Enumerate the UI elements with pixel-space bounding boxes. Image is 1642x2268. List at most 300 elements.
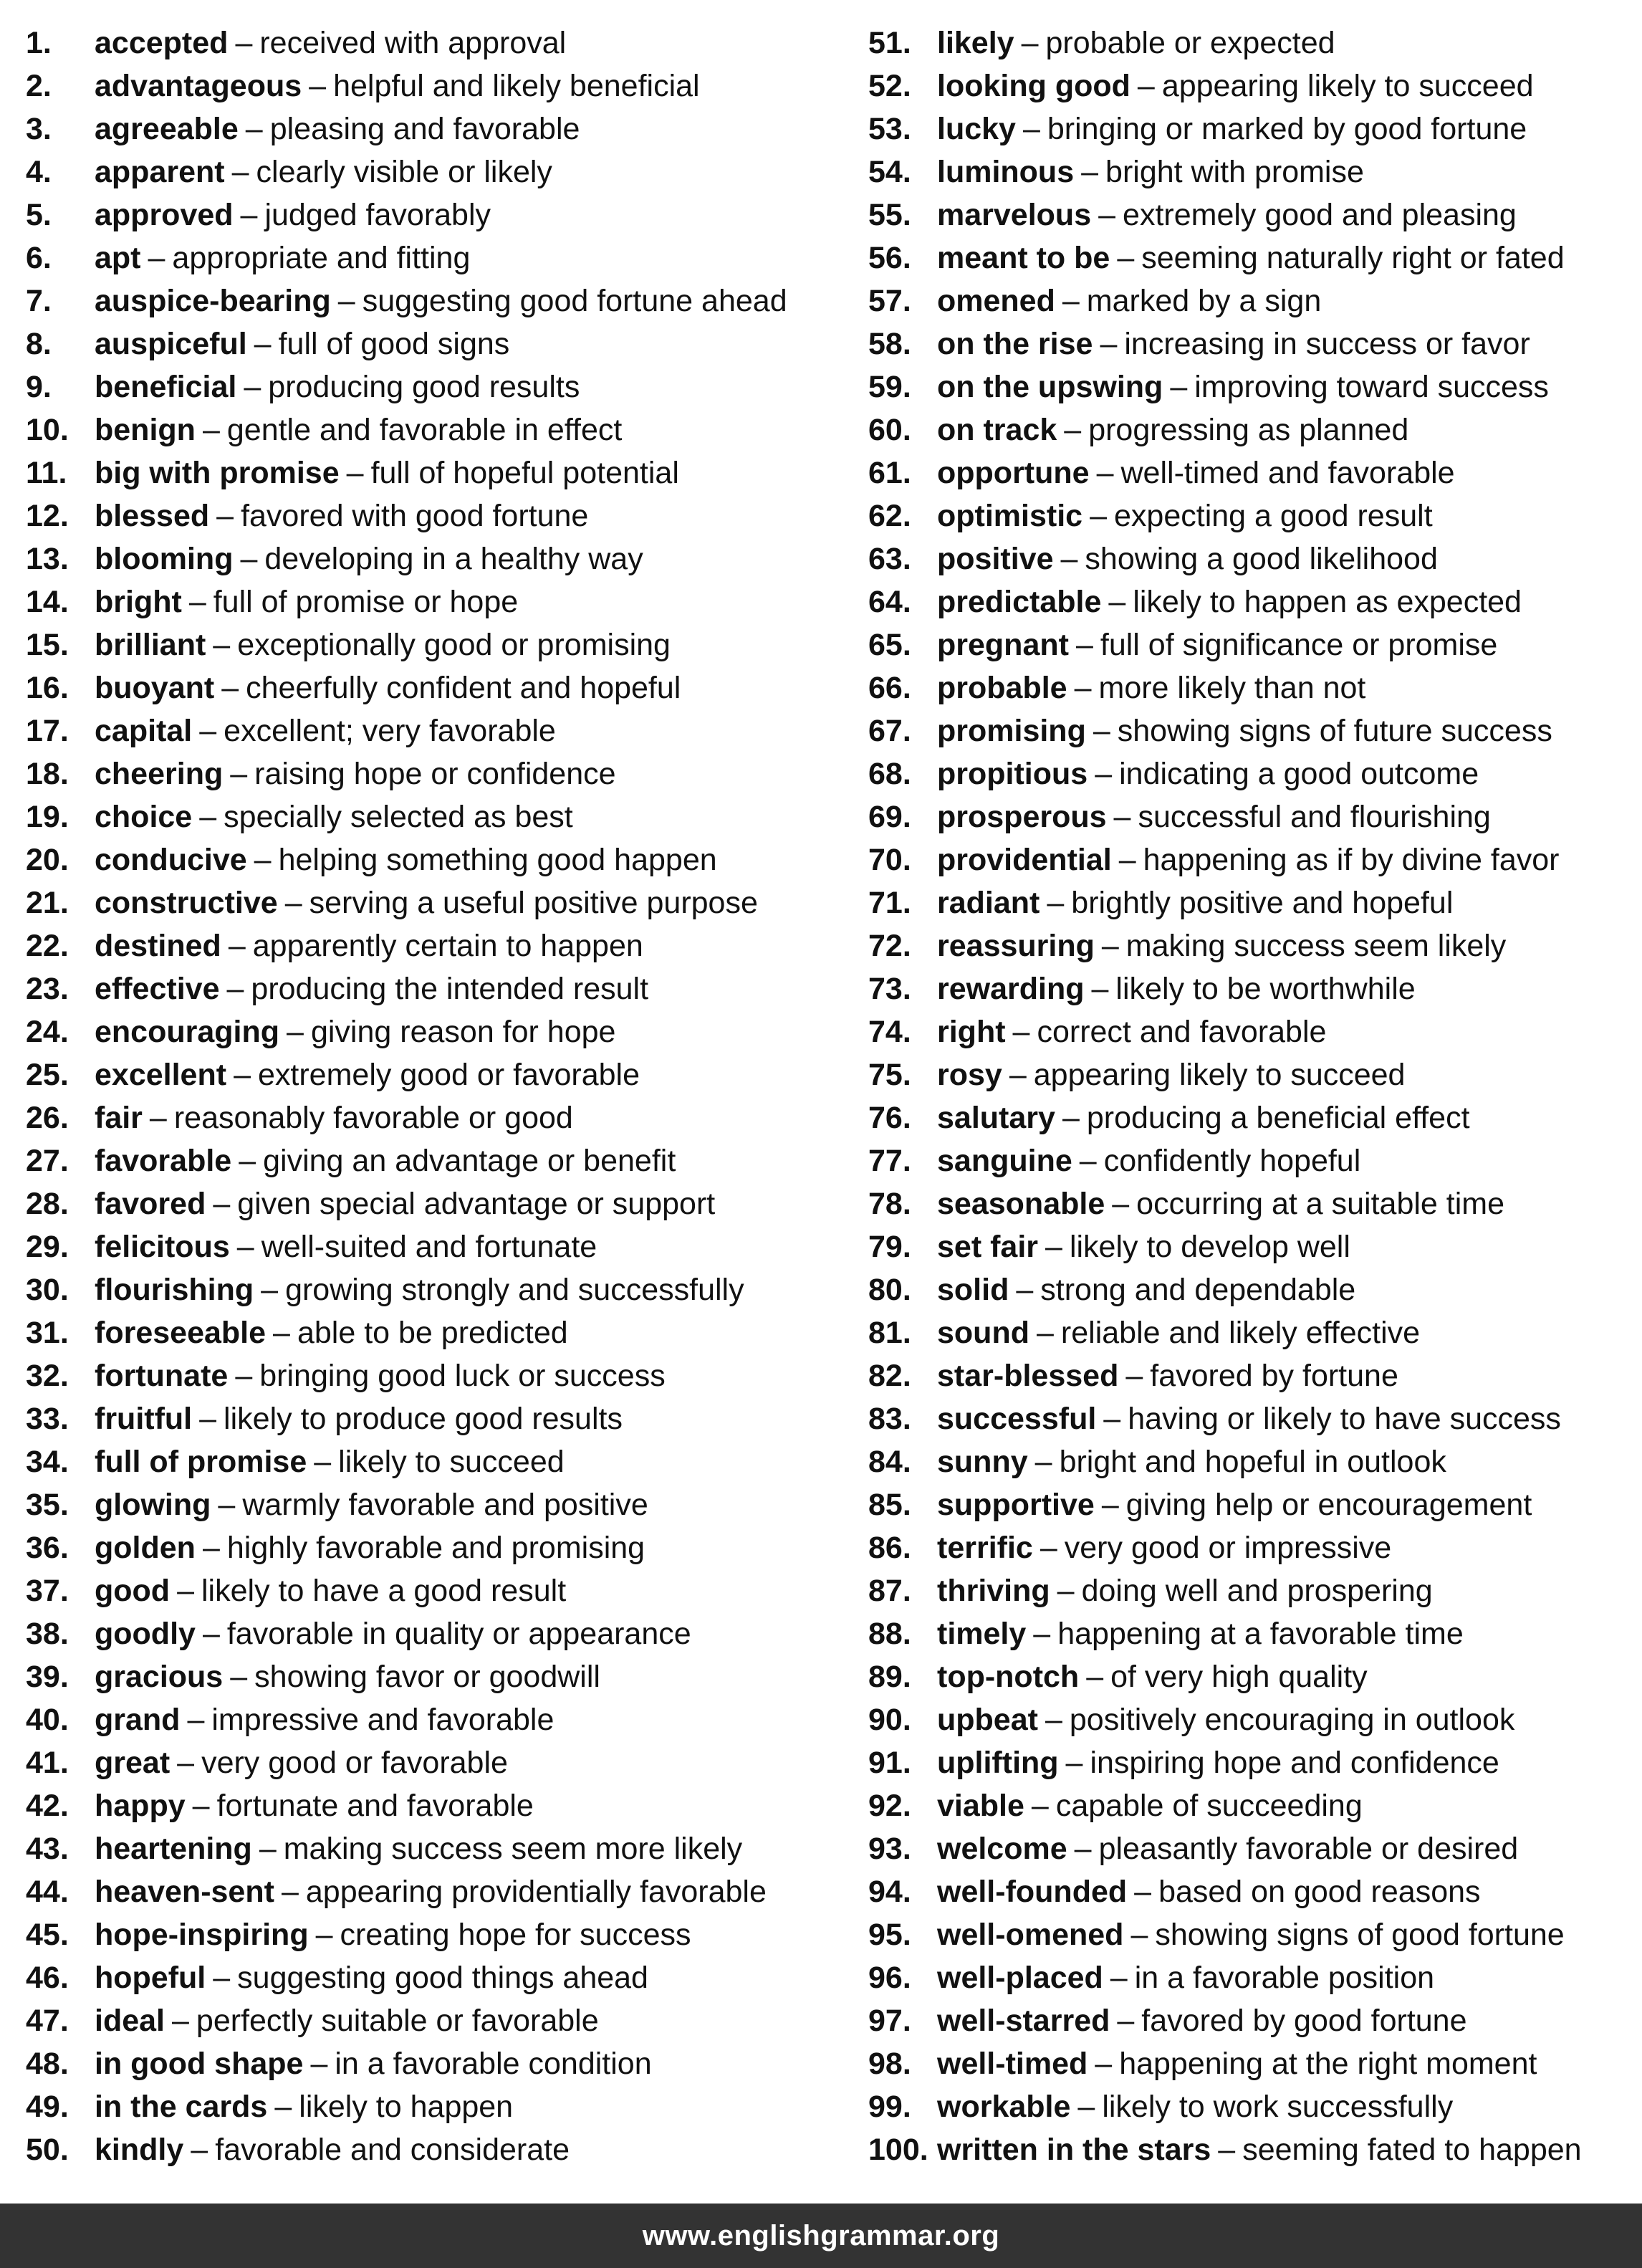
list-item [26, 236, 842, 279]
item-separator: – [1100, 327, 1118, 361]
item-number: 31. [26, 1316, 69, 1350]
item-number: 51. [868, 26, 911, 60]
item-separator: – [244, 370, 261, 404]
item-word: approved [95, 198, 234, 232]
item-separator: – [314, 1445, 332, 1479]
list-item [26, 279, 842, 322]
item-separator: – [1022, 112, 1040, 146]
word-list-column-left [26, 21, 842, 2171]
item-definition: marked by a sign [1086, 284, 1322, 318]
item-definition: full of significance or promise [1100, 628, 1498, 662]
item-definition: correct and favorable [1037, 1015, 1327, 1049]
list-item [26, 1268, 842, 1311]
item-number: 57. [868, 284, 911, 318]
list-item [868, 193, 1642, 236]
item-definition: giving an advantage or benefit [263, 1144, 676, 1178]
item-separator: – [177, 1746, 195, 1780]
item-definition: favored by fortune [1150, 1359, 1398, 1393]
item-separator: – [1036, 1316, 1054, 1350]
item-definition: very good or impressive [1064, 1531, 1392, 1565]
list-item [26, 795, 842, 838]
item-definition: serving a useful positive purpose [309, 886, 758, 920]
item-definition: giving reason for hope [310, 1015, 616, 1049]
list-item [868, 1999, 1642, 2042]
list-item [868, 1569, 1642, 1612]
item-word: on the upswing [937, 370, 1163, 404]
list-item [26, 1354, 842, 1397]
item-word: rewarding [937, 972, 1085, 1006]
item-word: seasonable [937, 1187, 1105, 1221]
list-item [26, 1139, 842, 1182]
item-number: 55. [868, 198, 911, 232]
item-definition: producing a beneficial effect [1086, 1101, 1470, 1135]
list-item [26, 408, 842, 451]
item-word: foreseeable [95, 1316, 267, 1350]
list-item [26, 1182, 842, 1225]
list-item [868, 1956, 1642, 1999]
item-word: fruitful [95, 1402, 193, 1436]
item-word: heartening [95, 1832, 252, 1866]
item-word: successful [937, 1402, 1097, 1436]
item-number: 41. [26, 1746, 69, 1780]
item-number: 3. [26, 112, 52, 146]
item-number: 98. [868, 2047, 911, 2081]
item-number: 2. [26, 69, 52, 103]
item-number: 60. [868, 413, 911, 447]
item-definition: having or likely to have success [1128, 1402, 1561, 1436]
item-separator: – [1096, 456, 1114, 490]
list-item [26, 322, 842, 365]
item-number: 77. [868, 1144, 911, 1178]
item-number: 18. [26, 757, 69, 791]
item-definition: showing a good likelihood [1085, 542, 1438, 576]
item-separator: – [1045, 1230, 1062, 1264]
item-separator: – [1125, 1359, 1143, 1393]
item-word: providential [937, 843, 1112, 877]
item-word: sunny [937, 1445, 1028, 1479]
item-number: 82. [868, 1359, 911, 1393]
item-definition: happening at a favorable time [1057, 1617, 1464, 1651]
item-separator: – [309, 69, 327, 103]
item-number: 72. [868, 929, 911, 963]
item-word: likely [937, 26, 1014, 60]
item-definition: developing in a healthy way [264, 542, 643, 576]
item-separator: – [240, 198, 258, 232]
list-item [26, 924, 842, 967]
list-item [26, 107, 842, 150]
item-number: 89. [868, 1660, 911, 1694]
item-definition: showing signs of future success [1117, 714, 1552, 748]
item-word: destined [95, 929, 221, 963]
item-separator: – [226, 972, 244, 1006]
item-word: welcome [937, 1832, 1067, 1866]
item-separator: – [254, 327, 272, 361]
item-separator: – [235, 1359, 253, 1393]
item-number: 34. [26, 1445, 69, 1479]
item-separator: – [235, 26, 253, 60]
list-item [868, 924, 1642, 967]
list-item [26, 451, 842, 494]
item-separator: – [216, 499, 234, 533]
list-item [868, 1225, 1642, 1268]
item-word: flourishing [95, 1273, 254, 1307]
item-word: reassuring [937, 929, 1095, 963]
list-item [26, 21, 842, 64]
item-word: hopeful [95, 1961, 206, 1995]
list-item [26, 1010, 842, 1053]
item-definition: in a favorable position [1134, 1961, 1435, 1995]
item-word: on the rise [937, 327, 1093, 361]
item-word: great [95, 1746, 171, 1780]
item-separator: – [310, 2047, 328, 2081]
item-word: advantageous [95, 69, 302, 103]
item-word: golden [95, 1531, 196, 1565]
item-number: 99. [868, 2090, 911, 2124]
list-item [868, 2128, 1642, 2171]
list-item [868, 1612, 1642, 1655]
item-number: 45. [26, 1918, 69, 1952]
list-item [868, 1139, 1642, 1182]
item-definition: creating hope for success [340, 1918, 691, 1952]
item-separator: – [202, 1531, 220, 1565]
item-word: effective [95, 972, 220, 1006]
item-separator: – [199, 1402, 217, 1436]
item-separator: – [1060, 542, 1078, 576]
item-word: optimistic [937, 499, 1083, 533]
item-number: 76. [868, 1101, 911, 1135]
item-separator: – [1047, 886, 1065, 920]
item-word: sound [937, 1316, 1029, 1350]
item-separator: – [1098, 198, 1116, 232]
list-item [868, 1870, 1642, 1913]
item-number: 24. [26, 1015, 69, 1049]
item-definition: probable or expected [1045, 26, 1335, 60]
list-item [868, 322, 1642, 365]
item-definition: happening as if by divine favor [1143, 843, 1560, 877]
item-definition: based on good reasons [1158, 1875, 1481, 1909]
item-number: 22. [26, 929, 69, 963]
item-number: 27. [26, 1144, 69, 1178]
item-separator: – [1118, 843, 1136, 877]
list-item [26, 1698, 842, 1741]
item-definition: well-suited and fortunate [261, 1230, 597, 1264]
item-number: 66. [868, 671, 911, 705]
item-separator: – [202, 413, 220, 447]
item-word: written in the stars [937, 2133, 1211, 2167]
item-definition: successful and flourishing [1138, 800, 1491, 834]
list-item [26, 1655, 842, 1698]
item-definition: increasing in success or favor [1124, 327, 1530, 361]
item-word: choice [95, 800, 193, 834]
item-number: 11. [26, 456, 67, 490]
list-item [26, 1999, 842, 2042]
item-word: in the cards [95, 2090, 268, 2124]
list-item [868, 1526, 1642, 1569]
item-number: 21. [26, 886, 69, 920]
item-definition: likely to develop well [1069, 1230, 1350, 1264]
item-number: 19. [26, 800, 69, 834]
item-definition: pleasing and favorable [269, 112, 580, 146]
item-definition: very good or favorable [201, 1746, 508, 1780]
item-definition: full of promise or hope [213, 585, 519, 619]
item-number: 81. [868, 1316, 911, 1350]
item-word: blessed [95, 499, 210, 533]
list-item [868, 752, 1642, 795]
item-number: 62. [868, 499, 911, 533]
list-item [868, 64, 1642, 107]
list-item [868, 1698, 1642, 1741]
item-number: 5. [26, 198, 52, 232]
item-number: 75. [868, 1058, 911, 1092]
item-number: 8. [26, 327, 52, 361]
list-item [26, 1225, 842, 1268]
item-separator: – [1113, 800, 1131, 834]
item-separator: – [188, 585, 206, 619]
item-number: 42. [26, 1789, 69, 1823]
list-item [868, 1741, 1642, 1784]
item-number: 87. [868, 1574, 911, 1608]
list-item [868, 150, 1642, 193]
item-word: excellent [95, 1058, 227, 1092]
item-separator: – [172, 2004, 189, 2038]
item-number: 37. [26, 1574, 69, 1608]
item-number: 13. [26, 542, 69, 576]
item-word: viable [937, 1789, 1024, 1823]
item-word: fortunate [95, 1359, 229, 1393]
item-separator: – [261, 1273, 279, 1307]
item-number: 68. [868, 757, 911, 791]
list-item [26, 1913, 842, 1956]
item-word: favored [95, 1187, 206, 1221]
item-number: 16. [26, 671, 69, 705]
list-item [868, 967, 1642, 1010]
item-separator: – [239, 1144, 256, 1178]
item-definition: likely to produce good results [224, 1402, 623, 1436]
item-definition: likely to have a good result [201, 1574, 567, 1608]
list-item [26, 1397, 842, 1440]
list-item [26, 709, 842, 752]
item-separator: – [218, 1488, 236, 1522]
item-definition: showing signs of good fortune [1155, 1918, 1565, 1952]
item-word: favorable [95, 1144, 232, 1178]
item-definition: brightly positive and hopeful [1071, 886, 1454, 920]
item-separator: – [1095, 757, 1113, 791]
list-item [26, 1440, 842, 1483]
item-separator: – [337, 284, 355, 318]
item-word: terrific [937, 1531, 1033, 1565]
item-word: brilliant [95, 628, 206, 662]
item-definition: likely to happen as expected [1133, 585, 1522, 619]
item-word: buoyant [95, 671, 215, 705]
item-definition: happening at the right moment [1119, 2047, 1537, 2081]
list-item [868, 107, 1642, 150]
item-definition: showing favor or goodwill [254, 1660, 600, 1694]
item-word: accepted [95, 26, 229, 60]
item-definition: likely to be worthwhile [1115, 972, 1416, 1006]
item-word: well-omened [937, 1918, 1124, 1952]
item-separator: – [1108, 585, 1126, 619]
item-number: 91. [868, 1746, 911, 1780]
list-item [868, 365, 1642, 408]
item-word: fair [95, 1101, 143, 1135]
item-definition: bright with promise [1105, 155, 1364, 189]
item-separator: – [192, 1789, 210, 1823]
item-separator: – [1031, 1789, 1049, 1823]
list-item [26, 2042, 842, 2085]
item-definition: apparently certain to happen [252, 929, 643, 963]
item-definition: in a favorable condition [335, 2047, 652, 2081]
item-definition: helpful and likely beneficial [333, 69, 700, 103]
item-word: looking good [937, 69, 1130, 103]
list-item [868, 537, 1642, 580]
item-definition: doing well and prospering [1081, 1574, 1433, 1608]
item-definition: seeming naturally right or fated [1141, 241, 1565, 275]
item-definition: appropriate and fitting [172, 241, 471, 275]
item-number: 100. [868, 2133, 928, 2167]
item-definition: indicating a good outcome [1119, 757, 1479, 791]
item-separator: – [287, 1015, 304, 1049]
item-word: top-notch [937, 1660, 1080, 1694]
item-definition: favored with good fortune [241, 499, 589, 533]
item-number: 6. [26, 241, 52, 275]
item-word: opportune [937, 456, 1090, 490]
item-number: 84. [868, 1445, 911, 1479]
item-definition: fortunate and favorable [216, 1789, 534, 1823]
item-word: goodly [95, 1617, 196, 1651]
item-word: supportive [937, 1488, 1095, 1522]
item-number: 79. [868, 1230, 911, 1264]
item-definition: capable of succeeding [1055, 1789, 1363, 1823]
item-word: right [937, 1015, 1006, 1049]
item-word: predictable [937, 585, 1102, 619]
item-word: conducive [95, 843, 247, 877]
item-word: well-starred [937, 2004, 1110, 2038]
item-separator: – [1090, 499, 1107, 533]
list-item [26, 1569, 842, 1612]
list-item [868, 1440, 1642, 1483]
item-word: ideal [95, 2004, 165, 2038]
list-item [868, 580, 1642, 623]
item-word: glowing [95, 1488, 211, 1522]
item-definition: pleasantly favorable or desired [1098, 1832, 1519, 1866]
item-separator: – [1034, 1445, 1052, 1479]
item-word: lucky [937, 112, 1016, 146]
item-definition: making success seem likely [1125, 929, 1507, 963]
item-separator: – [1075, 628, 1093, 662]
item-separator: – [1033, 1617, 1051, 1651]
item-separator: – [221, 671, 239, 705]
item-number: 25. [26, 1058, 69, 1092]
item-definition: cheerfully confident and hopeful [246, 671, 681, 705]
item-word: pregnant [937, 628, 1069, 662]
item-number: 28. [26, 1187, 69, 1221]
item-definition: more likely than not [1098, 671, 1366, 705]
item-number: 80. [868, 1273, 911, 1307]
item-number: 56. [868, 241, 911, 275]
item-word: omened [937, 284, 1055, 318]
item-definition: specially selected as best [224, 800, 573, 834]
item-definition: judged favorably [264, 198, 491, 232]
item-word: auspiceful [95, 327, 247, 361]
list-item [868, 1397, 1642, 1440]
item-number: 65. [868, 628, 911, 662]
list-item [868, 1096, 1642, 1139]
item-number: 39. [26, 1660, 69, 1694]
item-separator: – [1101, 1488, 1119, 1522]
item-number: 15. [26, 628, 69, 662]
item-number: 14. [26, 585, 69, 619]
list-item [868, 623, 1642, 666]
list-item [868, 838, 1642, 881]
item-separator: – [1093, 714, 1110, 748]
item-separator: – [273, 1316, 290, 1350]
item-word: cheering [95, 757, 224, 791]
item-word: uplifting [937, 1746, 1059, 1780]
item-definition: confidently hopeful [1103, 1144, 1361, 1178]
item-number: 12. [26, 499, 69, 533]
item-number: 93. [868, 1832, 911, 1866]
list-item [26, 150, 842, 193]
list-item [26, 666, 842, 709]
item-number: 78. [868, 1187, 911, 1221]
item-definition: impressive and favorable [211, 1703, 554, 1737]
item-word: apt [95, 241, 141, 275]
item-number: 47. [26, 2004, 69, 2038]
item-separator: – [1103, 1402, 1121, 1436]
item-word: set fair [937, 1230, 1039, 1264]
list-item [26, 1096, 842, 1139]
item-separator: – [284, 886, 302, 920]
list-item [868, 795, 1642, 838]
item-number: 71. [868, 886, 911, 920]
item-definition: exceptionally good or promising [237, 628, 671, 662]
item-word: encouraging [95, 1015, 280, 1049]
item-separator: – [1009, 1058, 1027, 1092]
item-word: apparent [95, 155, 225, 189]
list-item [868, 236, 1642, 279]
item-word: well-founded [937, 1875, 1128, 1909]
item-separator: – [1074, 671, 1092, 705]
item-definition: likely to happen [299, 2090, 514, 2124]
list-item [868, 408, 1642, 451]
list-item [868, 1311, 1642, 1354]
item-number: 90. [868, 1703, 911, 1737]
item-separator: – [1057, 1574, 1075, 1608]
item-number: 10. [26, 413, 69, 447]
footer-bar [0, 2204, 1642, 2268]
item-separator: – [1117, 2004, 1135, 2038]
item-word: probable [937, 671, 1067, 705]
item-separator: – [177, 1574, 194, 1608]
list-item [26, 752, 842, 795]
list-item [26, 1526, 842, 1569]
item-word: thriving [937, 1574, 1050, 1608]
item-number: 92. [868, 1789, 911, 1823]
item-number: 69. [868, 800, 911, 834]
list-item [868, 666, 1642, 709]
list-item [26, 64, 842, 107]
item-number: 97. [868, 2004, 911, 2038]
item-definition: well-timed and favorable [1120, 456, 1455, 490]
item-word: meant to be [937, 241, 1110, 275]
item-word: big with promise [95, 456, 340, 490]
item-word: salutary [937, 1101, 1055, 1135]
footer-website[interactable]: www.englishgrammar.org [642, 2219, 1000, 2252]
list-item [868, 1483, 1642, 1526]
item-definition: helping something good happen [278, 843, 717, 877]
item-separator: – [1117, 241, 1135, 275]
item-definition: producing the intended result [251, 972, 649, 1006]
